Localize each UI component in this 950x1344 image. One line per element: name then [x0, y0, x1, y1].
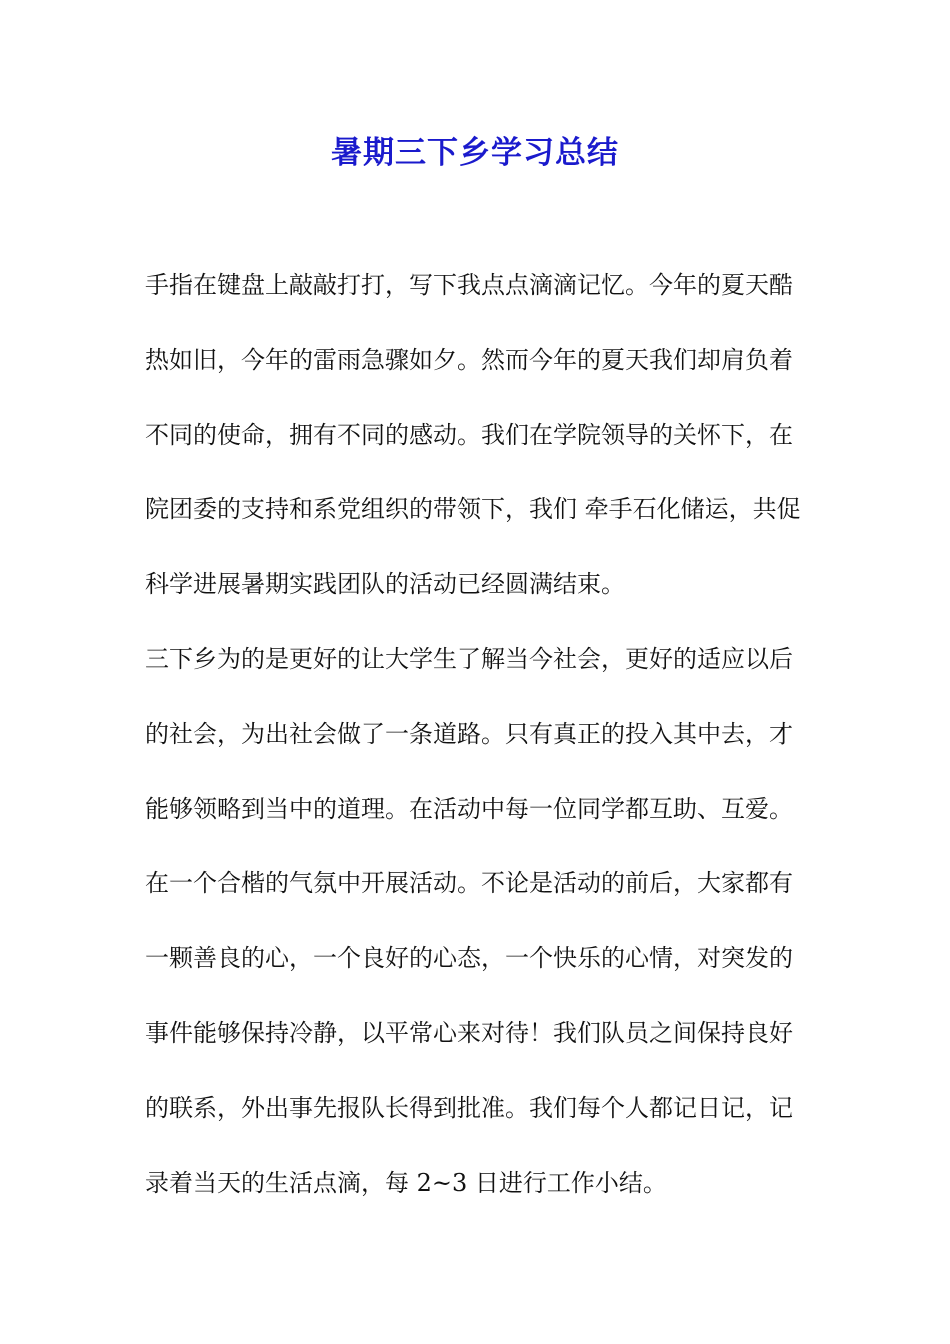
text-line: 三下乡为的是更好的让大学生了解当今社会，更好的适应以后 [145, 644, 793, 673]
text-line: 科学进展暑期实践团队的活动已经圆满结束。 [145, 570, 625, 599]
text-line: 热如旧，今年的雷雨急骤如夕。然而今年的夏天我们却肩负着 [145, 345, 793, 374]
text-line: 的社会，为出社会做了一条道路。只有真正的投入其中去，才 [145, 719, 793, 748]
document-title: 暑期三下乡学习总结 [331, 135, 619, 171]
text-line: 录着当天的生活点滴，每 2~3 日进行工作小结。 [145, 1168, 667, 1197]
text-line: 手指在键盘上敲敲打打，写下我点点滴滴记忆。今年的夏天酷 [145, 271, 793, 299]
text-line: 能够领略到当中的道理。在活动中每一位同学都互助、互爱。 [145, 794, 793, 823]
text-line: 院团委的支持和系党组织的带领下，我们 牵手石化储运，共促 [145, 495, 801, 524]
text-line: 事件能够保持冷静，以平常心来对待！我们队员之间保持良好 [145, 1018, 793, 1047]
text-line: 不同的使命，拥有不同的感动。我们在学院领导的关怀下，在 [145, 420, 793, 449]
text-line: 在一个合楷的气氛中开展活动。不论是活动的前后，大家都有 [145, 869, 793, 898]
text-line: 一颗善良的心，一个良好的心态，一个快乐的心情，对突发的 [145, 944, 793, 973]
document-body [145, 262, 810, 1234]
text-line: 的联系，外出事先报队长得到批准。我们每个人都记日记，记 [145, 1093, 793, 1122]
